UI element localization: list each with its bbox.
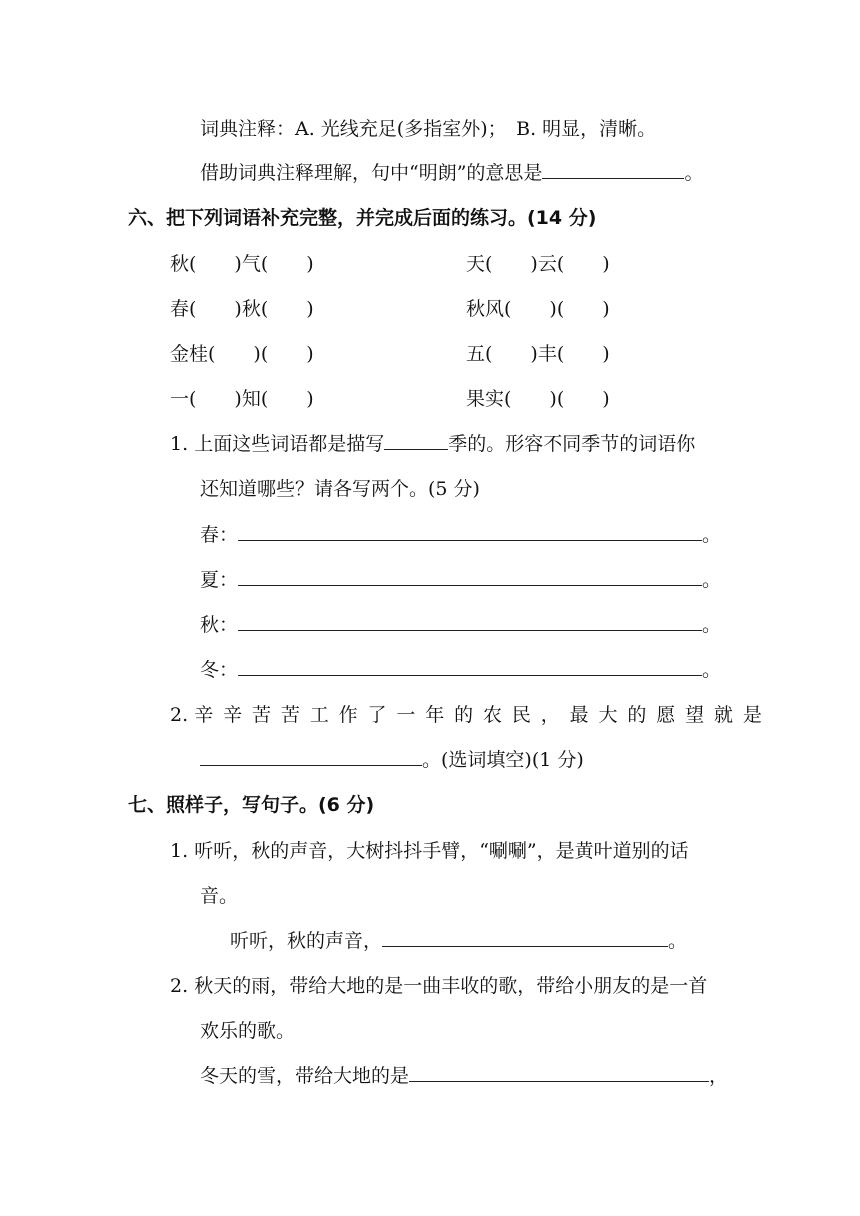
- s7-q2-answer: [200, 1063, 728, 1089]
- answer-blank[interactable]: [542, 160, 684, 179]
- dictionary-question: [200, 160, 703, 186]
- word-left-1[interactable]: 秋( )气( ): [170, 253, 314, 275]
- s6-q2-text: 辛辛苦苦工作了一年的农民，最大的愿望就是: [194, 704, 772, 726]
- s7-q1-answer-line[interactable]: [382, 928, 668, 947]
- word-left-4[interactable]: 一( )知( ): [170, 388, 314, 410]
- period: 。: [702, 614, 722, 636]
- s7-q1-line1: [170, 838, 689, 864]
- s7-q2-line2: 欢乐的歌。: [200, 1020, 296, 1042]
- word-right-2[interactable]: 秋风( )( ): [466, 298, 610, 320]
- season-label: 秋：: [200, 614, 239, 636]
- s7-q2-text: 秋天的雨，带给大地的是一曲丰收的歌，带给小朋友的是一首: [194, 975, 708, 997]
- s6-q1-line1: [170, 431, 695, 457]
- season-label: 冬：: [200, 659, 239, 681]
- s7-q1-answer-prefix: 听听，秋的声音，: [230, 930, 383, 952]
- s7-q1-line2: 音。: [200, 885, 239, 907]
- season-row-autumn: [200, 612, 721, 638]
- autumn-answer-line[interactable]: [238, 612, 702, 631]
- dictionary-question-text: 借助词典注释理解，句中“明朗”的意思是: [200, 162, 543, 184]
- period: 。: [702, 524, 722, 546]
- s7-q1-answer: [230, 928, 687, 954]
- question-number: 2.: [170, 704, 189, 726]
- section-7-heading: 七、照样子，写句子。(6 分): [128, 794, 375, 816]
- s7-q1-text: 听听，秋的声音，大树抖抖手臂，“唰唰”，是黄叶道别的话: [194, 840, 689, 862]
- word-right-3[interactable]: 五( )丰( ): [466, 343, 610, 365]
- choose-word-blank[interactable]: [200, 747, 422, 766]
- winter-answer-line[interactable]: [238, 657, 702, 676]
- section-6-heading: 六、把下列词语补充完整，并完成后面的练习。(14 分): [128, 207, 597, 229]
- s6-q1-text-a: 上面这些词语都是描写: [194, 433, 385, 455]
- question-number: 1.: [170, 840, 189, 862]
- s7-q2-answer-prefix: 冬天的雪，带给大地的是: [200, 1065, 410, 1087]
- question-number: 1.: [170, 433, 189, 455]
- word-right-4[interactable]: 果实( )( ): [466, 388, 610, 410]
- season-row-summer: [200, 567, 721, 593]
- season-row-spring: [200, 522, 721, 548]
- question-number: 2.: [170, 975, 189, 997]
- s6-q2-line1: [170, 702, 772, 728]
- s6-q2-end: 。(选词填空)(1 分): [422, 749, 584, 771]
- word-left-2[interactable]: 春( )秋( ): [170, 298, 314, 320]
- s6-q2-line2: [200, 747, 584, 773]
- s6-q1-line2: 还知道哪些？请各写两个。(5 分): [200, 478, 480, 500]
- word-left-3[interactable]: 金桂( )( ): [170, 343, 314, 365]
- s7-q2-line1: [170, 973, 707, 999]
- s6-q1-text-b: 季的。形容不同季节的词语你: [448, 433, 696, 455]
- spring-answer-line[interactable]: [238, 522, 702, 541]
- word-right-1[interactable]: 天( )云( ): [466, 253, 610, 275]
- s7-q2-answer-line[interactable]: [409, 1063, 709, 1082]
- comma: ，: [709, 1065, 729, 1087]
- season-row-winter: [200, 657, 721, 683]
- season-blank[interactable]: [384, 431, 448, 450]
- period: 。: [702, 569, 722, 591]
- period: 。: [684, 162, 704, 184]
- period: 。: [668, 930, 688, 952]
- period: 。: [702, 659, 722, 681]
- season-label: 春：: [200, 524, 239, 546]
- summer-answer-line[interactable]: [238, 567, 702, 586]
- dictionary-notes: 词典注释：A. 光线充足(多指室外)； B. 明显，清晰。: [200, 118, 657, 140]
- season-label: 夏：: [200, 569, 239, 591]
